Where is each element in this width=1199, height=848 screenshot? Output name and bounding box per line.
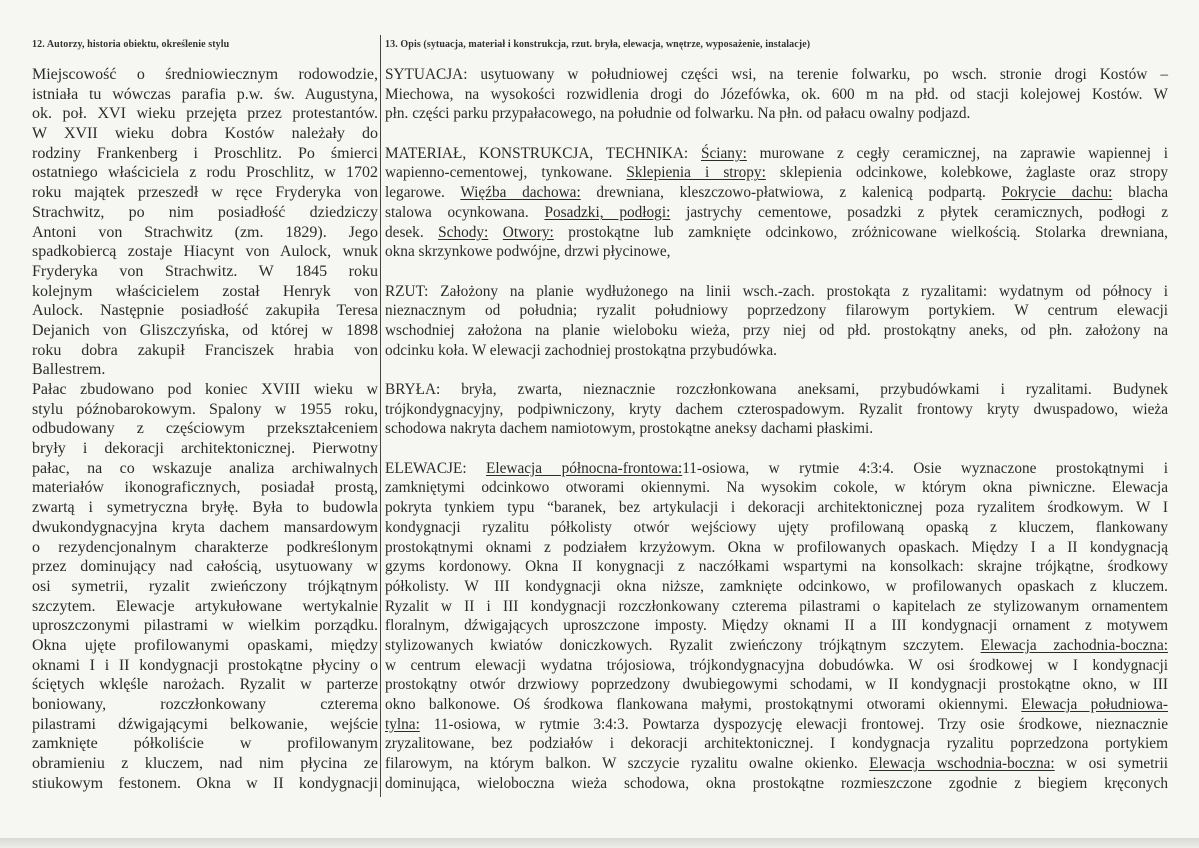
text-line: prostokątny otwór drzwiowy poprzedzony dwubiegowymi schodami, w II kondygnacji prostokątne okno, w III	[385, 676, 1168, 694]
paragraph	[385, 380, 1168, 439]
paragraph	[385, 459, 1168, 794]
underlined-subheading: Elewacja zachodnia-boczna:	[980, 636, 1168, 654]
text-line: Antoni von Strachwitz (zm. 1829). Jego	[32, 223, 378, 241]
paragraph	[385, 65, 1168, 124]
text-line: materiałów ikonograficznych, posiadał prostą,	[32, 479, 378, 497]
text-line: nieznacznym od południa; ryzalit południowy poprzedzony filarowym portykiem. W centrum elewacji	[385, 302, 1168, 320]
text-segment: wapienno-cementowej, tynkowane.	[385, 164, 627, 182]
underlined-subheading: Więźba dachowa:	[460, 184, 581, 202]
text-line: prostokątnymi oknami z podziałem krzyżowym. Okna w profilowanych opaskach. Między I a II kondygnacją	[385, 538, 1168, 556]
text-line: szczytem. Elewacje artykułowane wertykalnie	[32, 597, 378, 615]
text-line: Pałac zbudowano pod koniec XVIII wieku w	[32, 381, 378, 398]
underlined-subheading: Elewacja wschodnia-boczna:	[869, 755, 1055, 773]
underlined-subheading: Ściany:	[700, 144, 747, 162]
text-line: wschodniej założona na planie wieloboku wieża, przy niej od płd. prostokątny aneks, od płn. założony na	[385, 321, 1168, 339]
text-line: Strachwitz, po nim posiadłość dziedziczy	[32, 203, 378, 221]
underlined-subheading: Otwory:	[502, 223, 554, 241]
text-line: pilastrami dźwigającymi belkowanie, wejście	[32, 715, 378, 733]
text-line: pałac, na co wskazuje analiza archiwalnych	[32, 459, 378, 477]
text-line: odbudowany z częściowym przekształceniem	[32, 420, 378, 438]
text-line: Ballestrem.	[32, 361, 106, 379]
text-line: uproszczonymi pilastrami w wielkim porządku.	[32, 617, 378, 635]
text-line: RZUT: Założony na planie wydłużonego na linii wsch.-zach. prostokąta z ryzalitami: wydatnym od północy i	[385, 282, 1168, 300]
text-line: BRYŁA: bryła, zwarta, nieznacznie rozczłonkowana aneksami, przybudówkami i ryzalitami. Budynek	[385, 381, 1168, 398]
text-line: zamknięte półkoliście w profilowanym	[32, 735, 378, 753]
paragraph	[385, 144, 1168, 262]
text-line: Aulock. Następnie posiadłość zakupiła Teresa	[32, 302, 378, 320]
text-line: Miechowa, na wysokości rozwidlenia drogi do Józefówka, ok. 600 m na płd. od stacji kolejowej Kostów. W	[385, 85, 1168, 103]
text-line: kolejnym właścicielem został Henryk von	[32, 282, 378, 300]
text-line	[385, 754, 1168, 774]
text-line: obramieniu z kluczem, nad nim płycina ze	[32, 755, 378, 773]
underlined-subheading: Posadzki, podłogi:	[544, 203, 671, 221]
column-divider	[380, 35, 381, 797]
text-line: roku dobra zakupił Franciszek hrabia von	[32, 341, 378, 359]
text-line: półkolisty. W III kondygnacji okna niższe, zamknięte odcinkowo, w profilowanych opaskach z kluczem.	[385, 577, 1168, 595]
underlined-subheading: Pokrycie dachu:	[1001, 184, 1113, 202]
text-line: dwukondygnacyjna kryta dachem mansardowym	[32, 518, 378, 536]
section-13-heading: 13. Opis (sytuacja, materiał i konstrukcja, rzut. bryła, elewacja, wnętrze, wyposażenie, instalacje)	[385, 39, 811, 50]
text-segment: legarowe.	[385, 184, 461, 202]
text-line: gzyms kordonowy. Okna II konygnacji z naczółkami wspartymi na konsolkach: skrajne trójkątne, środkowy	[385, 558, 1168, 576]
text-line: pokryta tynkiem typu “baranek, bez artykulacji i dekoracji architektonicznej poza ryzalitem środkowym. W I	[385, 499, 1168, 517]
text-line: schodowa nakryta dachem namiotowym, prostokątne aneksy dachami płaskimi.	[385, 420, 874, 438]
text-segment: jastrychy cementowe, posadzki z płytek ceramicznych, podłogi z	[670, 203, 1168, 221]
text-line: Fryderyka von Strachwitz. W 1845 roku	[32, 262, 378, 280]
text-line: boniowany, rozczłonkowany czterema	[32, 696, 378, 713]
text-segment: stylizowanych kwiatów doniczkowych. Ryzalit zwieńczony trójkątnym szczytem.	[385, 636, 981, 654]
text-line: okna skrzynkowe podwójne, drzwi płycinowe,	[385, 243, 671, 261]
text-line: zryzalitowane, bez podziałów i dekoracji architektonicznej. I kondygnacja ryzalitu poprzedzona portykiem	[385, 735, 1168, 753]
text-segment: prostokątne lub zamknięte odcinkowo, zróżnicowane wielkością. Stolarka drewniana,	[553, 223, 1168, 241]
underlined-subheading: Sklepienia i stropy:	[626, 164, 766, 182]
text-line	[385, 183, 1168, 203]
text-line: trójkondygnacyjny, podpiwniczony, kryty dachem czterospadowym. Ryzalit frontowy kryty dwuspadowo, wieża	[385, 400, 1168, 418]
text-line: Dejanich von Gliszczyńska, od której w 1898	[32, 321, 378, 339]
text-line	[385, 715, 1168, 735]
paragraph	[32, 380, 378, 793]
text-line	[385, 459, 1168, 479]
text-line: istniała tu wówczas parafia p.w. św. Augustyna,	[32, 85, 378, 103]
text-line: odcinku koła. W elewacji zachodniej prostokątna przybudówka.	[385, 341, 777, 359]
text-line	[385, 144, 1168, 164]
text-segment: 11-osiowa, w rytmie 4:3:4. Osie wyznaczone prostokątnymi i	[682, 459, 1168, 477]
text-line: ostatniego właściciela z rodu Proschlitz, w 1702	[32, 164, 378, 182]
text-line: rodziny Frankenberg i Proschlitz. Po śmierci	[32, 144, 378, 162]
text-line	[385, 695, 1168, 715]
underlined-subheading: Elewacja północna-frontowa:	[486, 459, 683, 477]
text-segment	[488, 224, 503, 241]
text-segment: desek.	[385, 223, 439, 241]
text-segment: 11-osiowa, w rytmie 3:4:3. Powtarza dyspozycję elewacji frontowej. Trzy osie środkowe, nieznacznie	[419, 715, 1168, 733]
text-line: płn. części parku przypałacowego, na południe od folwarku. Na płn. od pałacu owalny podjazd.	[385, 105, 971, 123]
text-line: w centrum elewacji wydatna trójosiowa, trójkondygnacyjna dobudówka. W osi środkowej w I kondygnacji	[385, 656, 1168, 674]
text-line: SYTUACJA: usytuowany w południowej części wsi, na terenie folwarku, po wsch. stronie drogi Kostów –	[385, 66, 1168, 83]
text-line: ściętych wklęśle narożach. Ryzalit w parterze	[32, 676, 378, 694]
text-segment: okno balkonowe. Oś środkowa flankowana małymi, prostokątnymi otworami okiennymi.	[385, 696, 1022, 713]
text-line: przez dominujący nad całością, usytuowany w	[32, 558, 378, 576]
text-segment: sklepienia odcinkowe, kolebkowe, żaglaste oraz stropy	[765, 164, 1168, 182]
text-line: spadkobiercą zostaje Hiacynt von Aulock, wnuk	[32, 243, 378, 261]
text-line: roku majątek przeszedł w ręce Fryderyka von	[32, 184, 378, 202]
text-line: Miejscowość o średniowiecznym rodowodzie,	[32, 66, 378, 83]
text-line	[385, 163, 1168, 183]
text-segment: w osi symetrii	[1054, 755, 1168, 773]
text-line	[385, 636, 1168, 656]
text-line: oknami I i II kondygnacji prostokątne płyciny o	[32, 656, 378, 674]
paragraph	[385, 282, 1168, 361]
text-line: ok. poł. XVI wieku przejęta przez protestantów.	[32, 105, 378, 123]
text-line: W XVII wieku dobra Kostów należały do	[32, 125, 378, 143]
text-line: o rezydencjonalnym charakterze podkreślonym	[32, 538, 378, 556]
section-12-heading: 12. Autorzy, historia obiektu, określenie stylu	[32, 39, 230, 50]
text-segment: MATERIAŁ, KONSTRUKCJA, TECHNIKA:	[385, 144, 701, 162]
text-line: floralnym, dźwigających uproszczone imposty. Między oknami II a III kondygnacji ornament z motywem	[385, 617, 1168, 635]
text-segment: murowane z cegły ceramicznej, na zaprawie wapiennej i	[746, 144, 1168, 162]
scan-edge	[0, 838, 1199, 848]
text-segment: filarowym, na którym balkon. W szczycie ryzalitu owalne okienko.	[385, 755, 870, 773]
paragraph	[32, 65, 378, 380]
underlined-subheading: tylna:	[385, 715, 420, 733]
text-segment: stalowa ocynkowana.	[385, 203, 545, 221]
text-line	[385, 223, 1168, 243]
underlined-subheading: Elewacja południowa-	[1021, 696, 1168, 713]
underlined-subheading: Schody:	[438, 223, 489, 241]
text-line	[385, 203, 1168, 223]
text-line: kondygnacji ryzalitu półkolisty otwór wejściowy ujęty profilowaną opaską z kluczem, flankowany	[385, 518, 1168, 536]
text-segment: ELEWACJE:	[385, 459, 487, 477]
text-segment: blacha	[1112, 184, 1168, 202]
text-line: osi symetrii, ryzalit zwieńczony trójkątnym	[32, 577, 378, 595]
history-column	[32, 65, 378, 793]
text-segment: drewniana, kleszczowo-płatwiowa, z kalenicą podpartą.	[580, 184, 1002, 202]
text-line: dominująca, wieloboczna wieża schodowa, okna prostokątne rozmieszczone zgodnie z biegiem kręconych	[385, 774, 1168, 792]
text-line: stylu późnobarokowym. Spalony w 1955 roku,	[32, 400, 378, 418]
text-line: zwartą i symetryczna bryłę. Była to budowla	[32, 499, 378, 517]
text-line: stiukowym festonem. Okna w II kondygnacji	[32, 774, 378, 792]
text-line: Okna ujęte profilowanymi opaskami, między	[32, 636, 378, 654]
text-line: zamkniętymi odcinkowo otworami okiennymi. Na wysokim cokole, w którym okna piwniczne. Elewacja	[385, 479, 1168, 497]
description-column	[385, 65, 1168, 793]
text-line: bryły i dekoracji architektonicznej. Pierwotny	[32, 440, 378, 458]
text-line: Ryzalit w II i III kondygnacji rozczłonkowany czterema pilastrami o kapitelach ze stylizowanym ornamentem	[385, 597, 1168, 615]
